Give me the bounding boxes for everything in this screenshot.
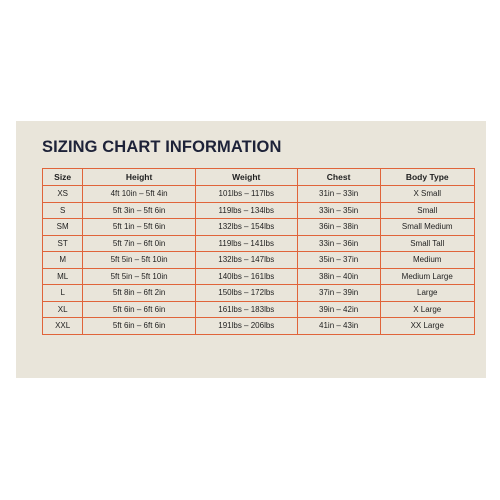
header-weight: Weight — [195, 169, 297, 186]
cell-chest: 38in – 40in — [297, 268, 380, 285]
cell-weight: 191lbs – 206lbs — [195, 318, 297, 335]
cell-weight: 119lbs – 141lbs — [195, 235, 297, 252]
cell-body-type: Medium — [380, 252, 475, 269]
header-size: Size — [43, 169, 83, 186]
cell-chest: 35in – 37in — [297, 252, 380, 269]
table-header-row — [43, 169, 475, 186]
cell-body-type: X Large — [380, 301, 475, 318]
header-height: Height — [83, 169, 196, 186]
cell-size: M — [43, 252, 83, 269]
cell-height: 4ft 10in – 5ft 4in — [83, 186, 196, 203]
cell-height: 5ft 1in – 5ft 6in — [83, 219, 196, 236]
table-row — [43, 301, 475, 318]
table-row — [43, 252, 475, 269]
table-row — [43, 285, 475, 302]
cell-weight: 150lbs – 172lbs — [195, 285, 297, 302]
cell-height: 5ft 7in – 6ft 0in — [83, 235, 196, 252]
sizing-chart-card — [16, 121, 486, 378]
cell-size: ST — [43, 235, 83, 252]
cell-height: 5ft 8in – 6ft 2in — [83, 285, 196, 302]
sizing-table — [42, 168, 475, 335]
cell-height: 5ft 5in – 5ft 10in — [83, 252, 196, 269]
table-row — [43, 202, 475, 219]
cell-size: ML — [43, 268, 83, 285]
cell-weight: 119lbs – 134lbs — [195, 202, 297, 219]
cell-chest: 33in – 35in — [297, 202, 380, 219]
cell-weight: 161lbs – 183lbs — [195, 301, 297, 318]
cell-chest: 36in – 38in — [297, 219, 380, 236]
cell-height: 5ft 5in – 5ft 10in — [83, 268, 196, 285]
cell-weight: 101lbs – 117lbs — [195, 186, 297, 203]
table-row — [43, 235, 475, 252]
cell-size: L — [43, 285, 83, 302]
cell-weight: 132lbs – 147lbs — [195, 252, 297, 269]
cell-chest: 31in – 33in — [297, 186, 380, 203]
cell-body-type: Small Medium — [380, 219, 475, 236]
cell-body-type: Medium Large — [380, 268, 475, 285]
cell-height: 5ft 6in – 6ft 6in — [83, 301, 196, 318]
table-row — [43, 219, 475, 236]
cell-weight: 140lbs – 161lbs — [195, 268, 297, 285]
header-chest: Chest — [297, 169, 380, 186]
cell-body-type: Small — [380, 202, 475, 219]
cell-weight: 132lbs – 154lbs — [195, 219, 297, 236]
header-body-type: Body Type — [380, 169, 475, 186]
cell-body-type: Large — [380, 285, 475, 302]
cell-body-type: XX Large — [380, 318, 475, 335]
cell-body-type: Small Tall — [380, 235, 475, 252]
table-row — [43, 186, 475, 203]
cell-size: XL — [43, 301, 83, 318]
cell-size: XS — [43, 186, 83, 203]
cell-size: XXL — [43, 318, 83, 335]
cell-chest: 37in – 39in — [297, 285, 380, 302]
cell-body-type: X Small — [380, 186, 475, 203]
cell-chest: 33in – 36in — [297, 235, 380, 252]
cell-chest: 41in – 43in — [297, 318, 380, 335]
cell-chest: 39in – 42in — [297, 301, 380, 318]
table-row — [43, 268, 475, 285]
table-row — [43, 318, 475, 335]
cell-height: 5ft 6in – 6ft 6in — [83, 318, 196, 335]
cell-size: S — [43, 202, 83, 219]
cell-height: 5ft 3in – 5ft 6in — [83, 202, 196, 219]
cell-size: SM — [43, 219, 83, 236]
chart-title: SIZING CHART INFORMATION — [42, 138, 282, 156]
